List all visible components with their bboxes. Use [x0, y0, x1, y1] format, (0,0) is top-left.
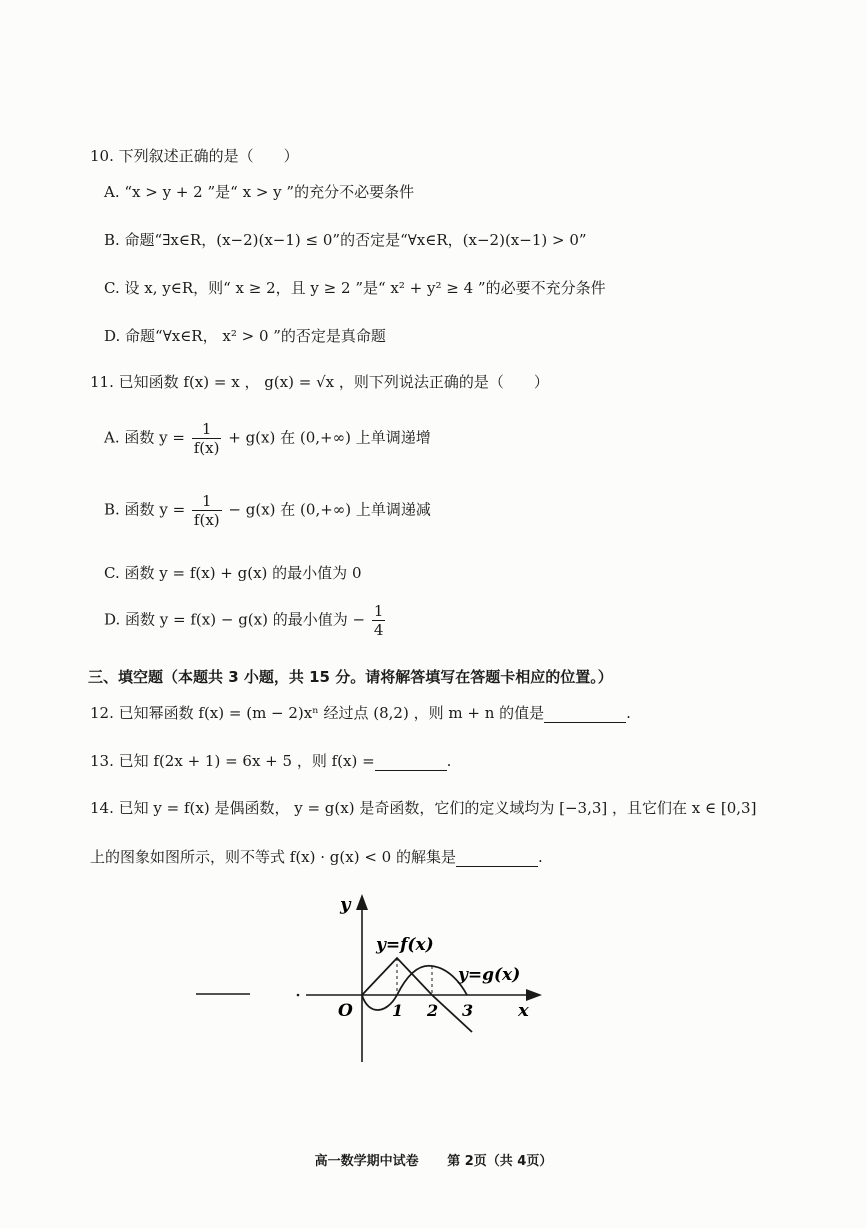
q12-text	[90, 703, 631, 723]
q10-stem: 10. 下列叙述正确的是（ ）	[90, 147, 299, 165]
q12-answer-blank[interactable]	[544, 708, 626, 723]
function-graph	[0, 880, 867, 1080]
tick-2-label: 2	[427, 1001, 439, 1020]
stray-dot	[297, 994, 300, 997]
q14-stem: 上的图象如图所示，则不等式 f(x) · g(x) < 0 的解集是	[90, 848, 456, 866]
footer-page-number: 第 2页（共 4页）	[447, 1154, 553, 1169]
q10-option-a: A. “x > y + 2 ”是“ x > y ”的充分不必要条件	[104, 183, 415, 201]
q13-text	[90, 751, 451, 771]
q14-answer-blank[interactable]	[456, 852, 538, 867]
tick-1-label: 1	[392, 1001, 404, 1020]
tick-3-label: 3	[462, 1001, 474, 1020]
q11-a-numerator: 1	[201, 420, 212, 438]
q13-period: .	[446, 752, 452, 770]
q10-option-d: D. 命题“∀x∈R， x² > 0 ”的否定是真命题	[104, 327, 386, 345]
y-axis-arrow	[356, 894, 368, 910]
origin-label: O	[338, 1001, 353, 1021]
g-label: y=g(x)	[458, 965, 521, 985]
x-axis-label: x	[518, 1000, 529, 1021]
q12-period: .	[626, 704, 631, 722]
section-3-title: 三、填空题（本题共 3 小题，共 15 分。请将解答填写在答题卡相应的位置。）	[88, 668, 613, 686]
q11-stem: 11. 已知函数 f(x) = x ， g(x) = √x ，则下列说法正确的是（ ）	[90, 373, 549, 391]
q11-d-prefix: D. 函数 y = f(x) − g(x) 的最小值为 −	[104, 610, 366, 629]
q12-stem: 12. 已知幂函数 f(x) = (m − 2)xⁿ 经过点 (8,2) ，则 m + n 的值是	[90, 704, 545, 722]
q11-b-fraction	[192, 492, 222, 529]
q11-a-suffix: + g(x) 在 (0,+∞) 上单调递增	[228, 428, 431, 447]
q13-stem: 13. 已知 f(2x + 1) = 6x + 5 ，则 f(x) =	[90, 752, 375, 770]
q10-option-c: C. 设 x, y∈R，则“ x ≥ 2，且 y ≥ 2 ”是“ x² + y² ≥ 4 ”的必要不充分条件	[104, 279, 606, 297]
q11-option-d	[104, 602, 387, 639]
q11-d-numerator: 1	[373, 602, 384, 620]
q11-a-prefix: A. 函数 y =	[104, 428, 185, 447]
q11-b-prefix: B. 函数 y =	[104, 500, 186, 519]
q11-option-b	[104, 492, 431, 529]
page-footer	[0, 1150, 867, 1169]
q11-option-c: C. 函数 y = f(x) + g(x) 的最小值为 0	[104, 564, 362, 582]
q14-period: .	[537, 848, 543, 866]
q11-b-numerator: 1	[202, 492, 212, 510]
q14-line2	[90, 847, 543, 867]
q11-b-denominator: f(x)	[193, 511, 220, 529]
q11-a-denominator: f(x)	[193, 439, 220, 457]
y-axis-label: y	[340, 894, 351, 915]
q11-a-fraction	[192, 420, 222, 457]
footer-title: 高一数学期中试卷	[314, 1154, 419, 1169]
q11-d-denominator: 4	[373, 621, 384, 639]
g-curve	[362, 966, 467, 1010]
q10-option-b: B. 命题“∃x∈R，(x−2)(x−1) ≤ 0”的否定是“∀x∈R，(x−2)(x−1) > 0”	[104, 231, 587, 249]
q14-line1: 14. 已知 y = f(x) 是偶函数， y = g(x) 是奇函数，它们的定义域均为 [−3,3] ，且它们在 x ∈ [0,3]	[90, 799, 757, 817]
q11-d-fraction	[372, 602, 386, 639]
q11-b-suffix: − g(x) 在 (0,+∞) 上单调递减	[228, 500, 431, 519]
f-label: y=f(x)	[376, 935, 434, 955]
q11-option-a	[104, 420, 431, 457]
q13-answer-blank[interactable]	[375, 756, 447, 771]
